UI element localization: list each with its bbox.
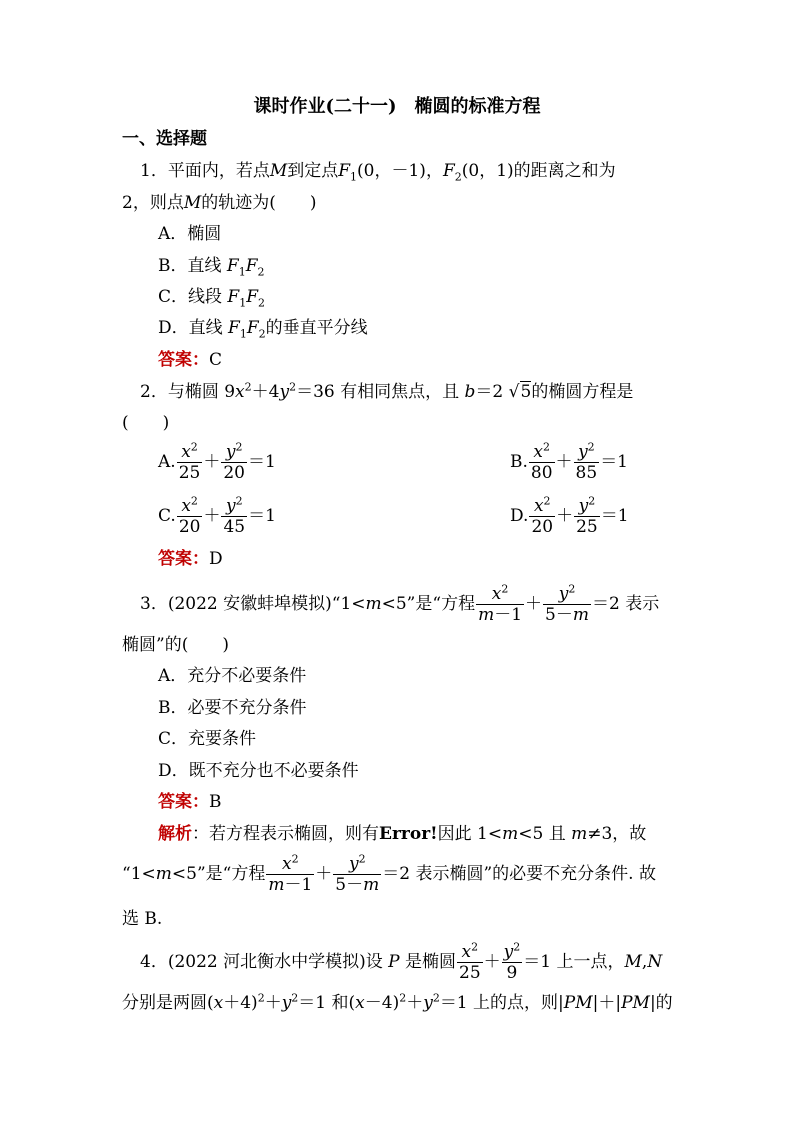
q3-option-c: C．充要条件 [158,729,257,749]
q3-option-b: B．必要不充分条件 [158,698,307,718]
sqrt-symbol: √5 [508,382,532,402]
q3-analysis-line3: 选 B. [122,909,163,929]
q1-stem-line1: 1．平面内，若点M到定点$F_1(0$，－1)，$F_2(0$，1)的距离之和为 [140,161,616,184]
q2-option-d: D. $\frac{x^2}{20}$ ＋ $\frac{y^2}{25}$ ＝1 [510,494,629,537]
q3-analysis-line1: 解析：若方程表示椭圆，则有Error!因此 1<m<5 且 m≠3，故 [158,824,647,844]
q1-option-c: C．线段 $F_1F_2$ [158,287,266,310]
q2-answer: 答案：D [158,549,223,569]
q2-stem-line2: ( ) [122,413,170,433]
q1-answer: 答案：C [158,350,223,370]
q3-option-d: D．既不充分也不必要条件 [158,761,359,781]
q2-option-a: A. $\frac{x^2}{25}$ ＋ $\frac{y^2}{20}$ ＝1 [158,440,276,483]
q1-option-b: B．直线 $F_1F_2$ [158,256,265,279]
page-title: 课时作业(二十一) 椭圆的标准方程 [253,96,541,117]
q3-option-a: A．充分不必要条件 [158,666,307,686]
q1-option-d: D．直线 $F_1F_2$的垂直平分线 [158,318,368,341]
q2-option-b: B. $\frac{x^2}{80}$ ＋ $\frac{y^2}{85}$ ＝1 [510,440,629,483]
q4-stem-line2: 分别是两圆$(x+4)^2+y^2=1$ 和$(x-4)^2+y^2=1$ 上的点，则|PM|＋|PM|的 [122,991,673,1013]
q3-answer: 答案：B [158,792,222,812]
q2-option-c: C. $\frac{x^2}{20}$ ＋ $\frac{y^2}{45}$ ＝1 [158,494,276,537]
section-heading: 一、选择题 [122,129,207,149]
q2-stem-line1: 2．与椭圆 $9x^2+4y^2=36$ 有相同焦点，且 b＝2 √5的椭圆方程是 [140,380,634,402]
q3-analysis-line2: “1<m<5”是“方程 $\frac{x^2}{m-1}$ ＋ $\frac{y^2}{5-m}$ ＝2 表示椭圆”的必要不充分条件. 故 [122,852,656,895]
q1-stem-line2: 2，则点M的轨迹为( ) [122,193,317,213]
q3-stem-line2: 椭圆”的( ) [122,635,229,655]
q3-stem-line1: 3．(2022 安徽蚌埠模拟)“1<m<5”是“方程 $\frac{x^2}{m-1}$ ＋ $\frac{y^2}{5-m}$ ＝2 表示 [140,582,660,625]
q1-option-a: A．椭圆 [158,224,222,244]
q4-stem-line1: 4．(2022 河北衡水中学模拟)设 P 是椭圆 $\frac{x^2}{25}$ ＋ $\frac{y^2}{9}$ ＝1 上一点，M,N [140,940,663,983]
